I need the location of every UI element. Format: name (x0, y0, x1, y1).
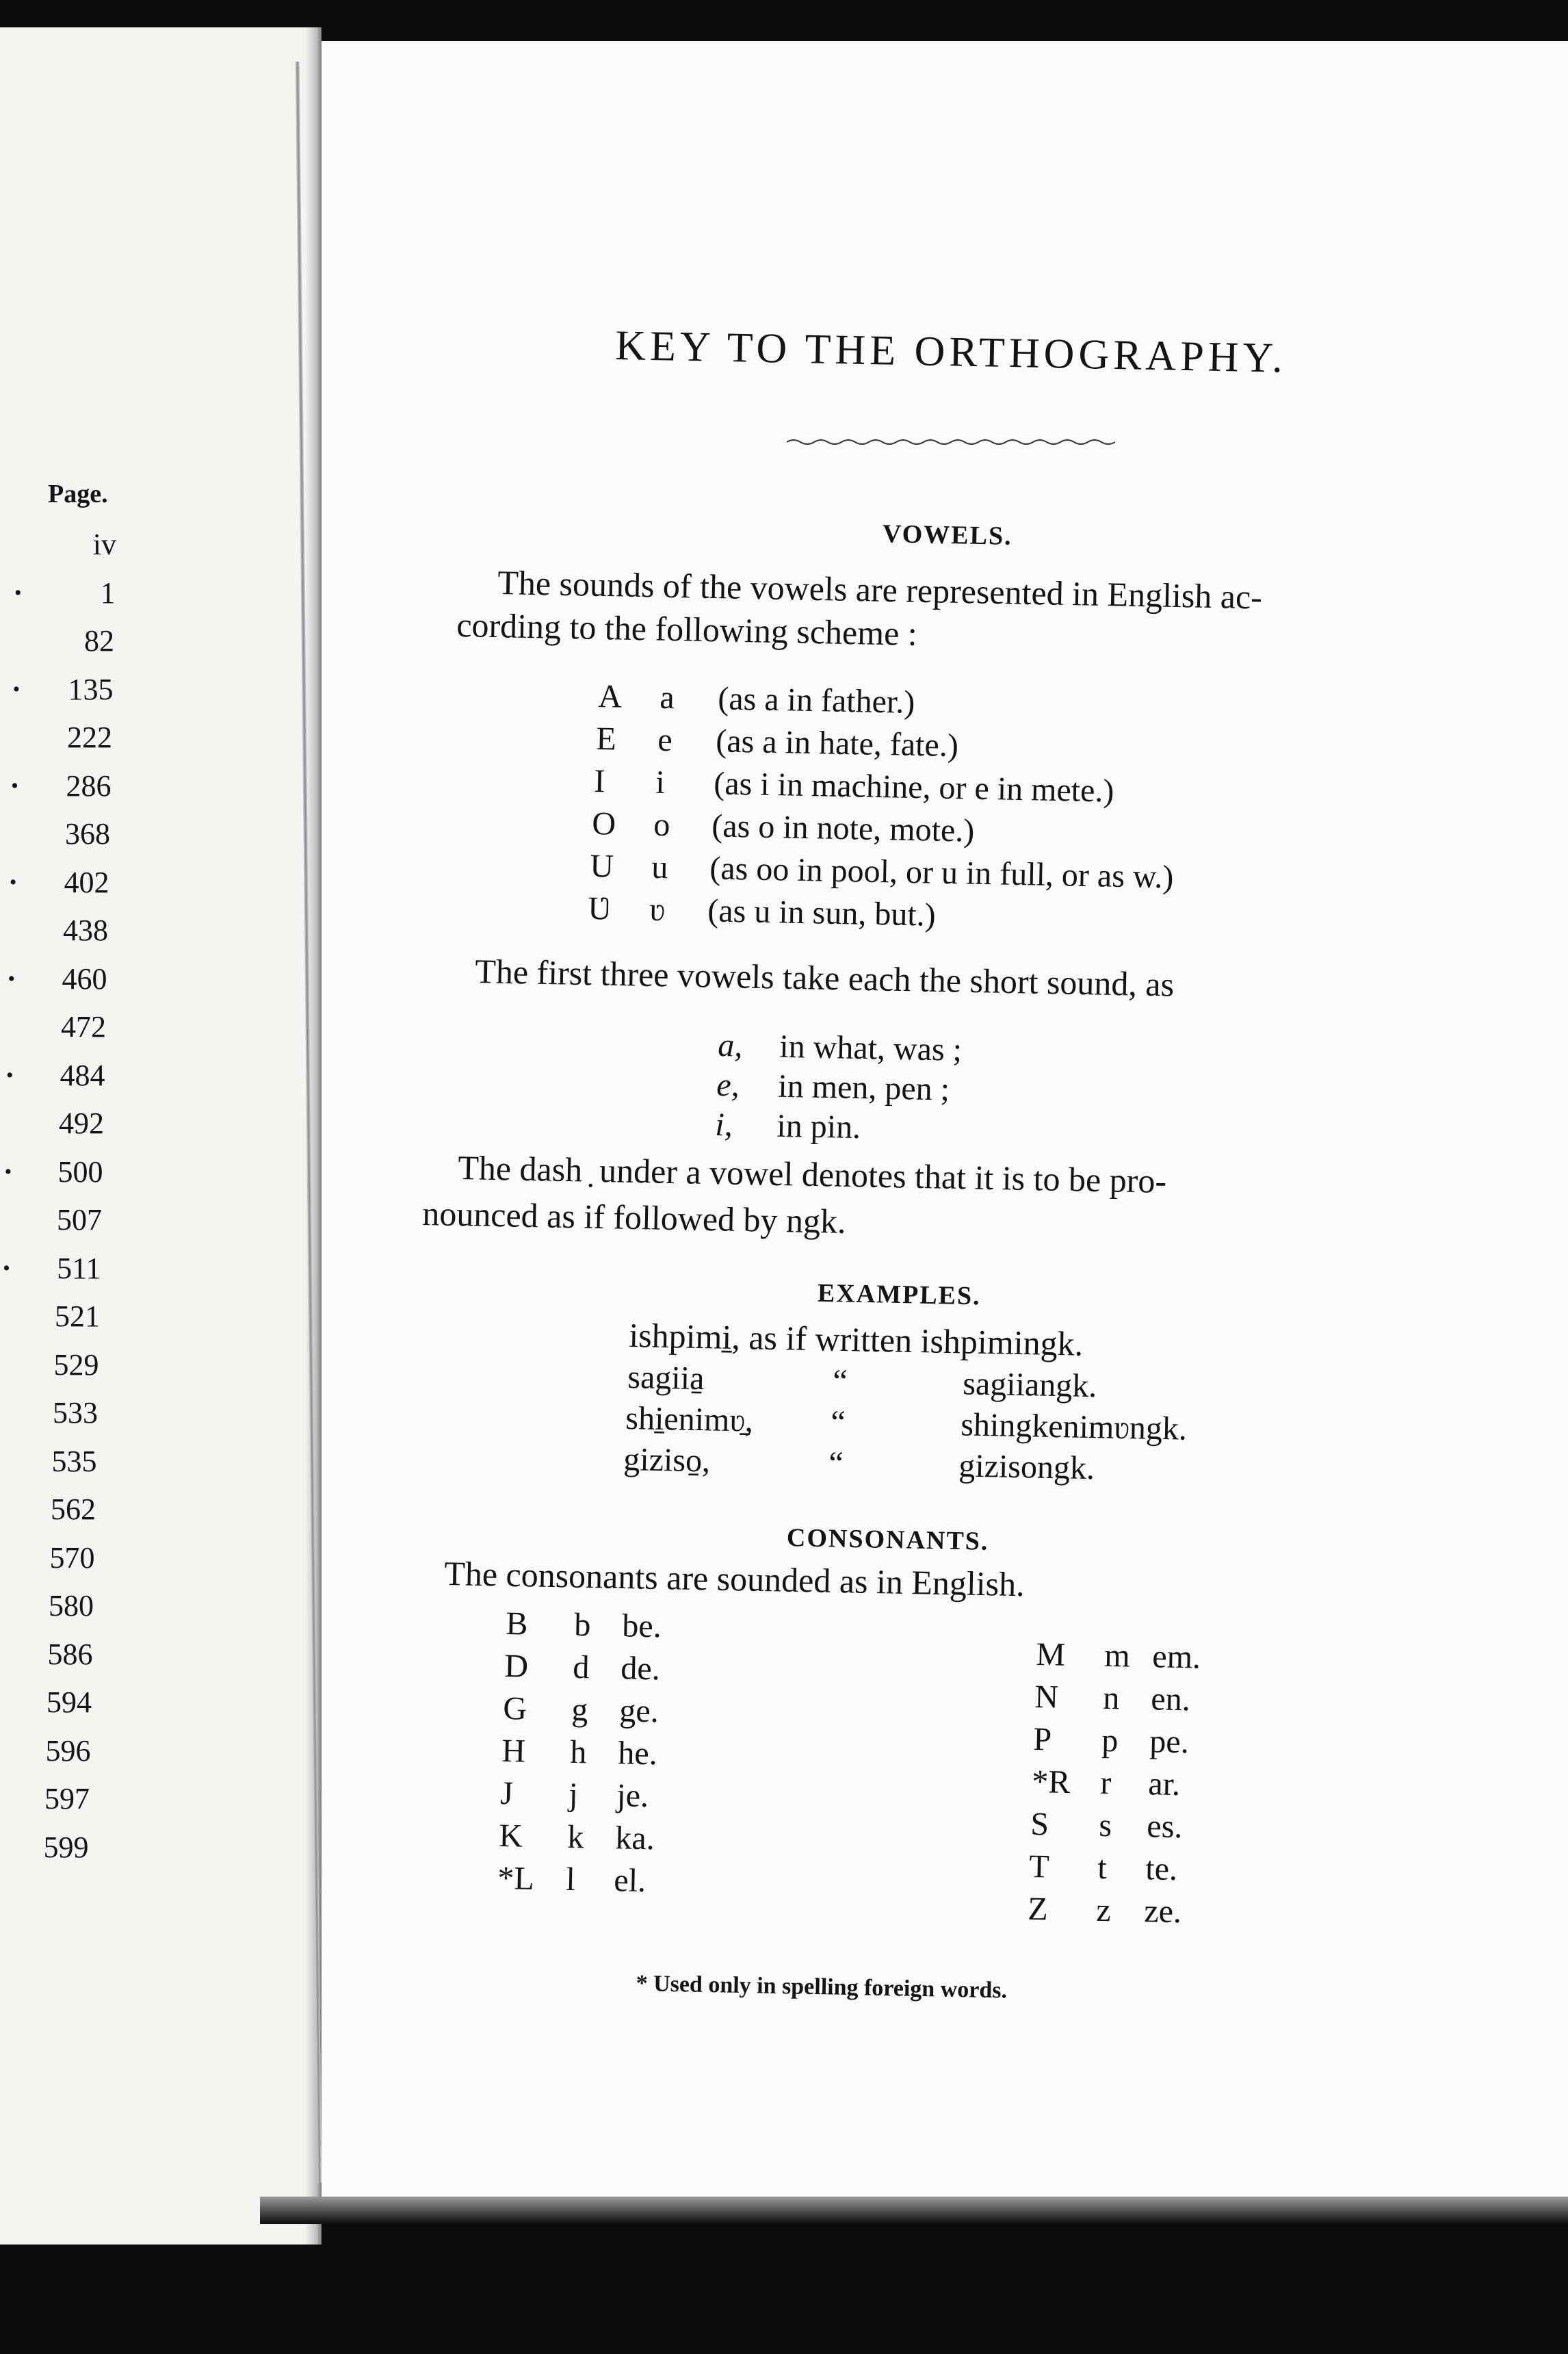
vowel-upper: U (589, 847, 614, 885)
vowel-upper: O (591, 805, 616, 842)
vowel-lower: i (655, 764, 666, 801)
vowel-description: (as oo in pool, or u in full, or as w.) (709, 850, 1174, 896)
ditto-mark: “ (830, 1404, 846, 1441)
consonant-upper: H (501, 1732, 526, 1770)
example-written: sagiiangk. (962, 1365, 1097, 1405)
consonant-lower: m (1103, 1637, 1131, 1674)
consonant-lower: d (572, 1648, 590, 1686)
consonant-name: de. (620, 1650, 661, 1687)
consonant-name: be. (621, 1607, 662, 1645)
title-ornament-rule (787, 438, 1115, 446)
example-written: shingkenimʋngk. (960, 1406, 1188, 1447)
page-number: 511 (57, 1251, 101, 1285)
vowel-upper: I (593, 762, 605, 800)
footnote: * Used only in spelling foreign words. (636, 1971, 1008, 2004)
page-number: 368 (65, 817, 110, 851)
page-number: 580 (49, 1589, 94, 1622)
consonant-upper: S (1030, 1805, 1049, 1843)
consonant-lower: r (1099, 1764, 1112, 1802)
example-word: giziso̱, (623, 1440, 711, 1479)
ditto-mark: “ (832, 1362, 848, 1400)
page-number: 460 (62, 961, 107, 996)
consonant-lower: g (571, 1691, 588, 1729)
page-number: 535 (51, 1444, 97, 1478)
consonant-lower: j (568, 1776, 579, 1813)
leader-dot: . (14, 567, 22, 602)
page-number: 438 (63, 914, 108, 947)
short-example: in men, pen ; (777, 1068, 950, 1108)
vowel-description: (as i in machine, or e in mete.) (713, 765, 1114, 810)
page-number: 402 (64, 865, 109, 899)
page-number: iv (92, 528, 116, 561)
vowel-lower: a (659, 679, 675, 716)
consonant-upper: *R (1031, 1763, 1071, 1801)
page-number: 222 (67, 721, 112, 754)
consonant-upper: B (505, 1605, 528, 1642)
consonant-lower: b (573, 1606, 591, 1644)
page-number: 570 (49, 1540, 95, 1575)
consonant-lower: h (569, 1733, 587, 1771)
short-letter: e, (716, 1066, 740, 1104)
vowel-lower: e (657, 721, 673, 759)
vowel-lower: ʋ (649, 891, 666, 929)
consonant-name: he. (617, 1735, 658, 1772)
page-number: 597 (44, 1782, 90, 1815)
consonant-upper: N (1034, 1678, 1059, 1716)
consonant-lower: z (1095, 1891, 1112, 1929)
consonant-lower: t (1097, 1849, 1108, 1887)
consonant-name: en. (1150, 1681, 1191, 1718)
consonant-name: ar. (1147, 1766, 1181, 1803)
consonant-lower: l (565, 1861, 576, 1898)
consonant-name: em. (1151, 1638, 1201, 1676)
vowels-heading: VOWELS. (882, 519, 1012, 551)
short-sound-intro: The first three vowels take each the short sound, as (474, 951, 1175, 1004)
page-number: 492 (59, 1107, 104, 1140)
consonants-intro: The consonants are sounded as in English. (443, 1553, 1025, 1604)
leader-dot: . (3, 1243, 10, 1277)
consonant-name: je. (616, 1777, 649, 1815)
consonant-name: ge. (618, 1692, 659, 1730)
leader-dot: . (12, 664, 21, 698)
leader-dot: . (11, 760, 18, 794)
dash-line2: nounced as if followed by ngk. (421, 1193, 847, 1241)
consonant-name: ka. (614, 1820, 655, 1857)
leader-dot: . (5, 1050, 14, 1084)
vowel-lower: u (651, 849, 668, 886)
consonant-upper: D (504, 1647, 529, 1685)
consonant-name: ze. (1143, 1893, 1182, 1930)
leader-dot: . (8, 953, 16, 987)
vowel-upper: Ʋ (587, 890, 612, 927)
consonant-name: pe. (1149, 1723, 1190, 1761)
consonant-upper: Z (1027, 1890, 1049, 1928)
example-word: sagiia̱ (627, 1358, 705, 1397)
example-written: gizisongk. (958, 1447, 1095, 1487)
page-number: 507 (57, 1203, 102, 1237)
short-example: in pin. (776, 1107, 861, 1146)
vowel-lower: o (653, 806, 670, 844)
page-number: 521 (55, 1299, 100, 1333)
consonant-name: el. (613, 1862, 646, 1900)
examples-first: ishpimi̱, as if written ishpimingk. (628, 1315, 1084, 1363)
short-letter: i, (714, 1106, 733, 1143)
page-number: 529 (53, 1347, 99, 1382)
consonant-lower: s (1098, 1807, 1112, 1844)
page-number: 484 (60, 1058, 105, 1092)
page-number: 562 (51, 1492, 96, 1526)
page-number: 599 (43, 1830, 89, 1864)
page-number: 594 (47, 1685, 92, 1719)
vowel-description: (as a in father.) (717, 680, 915, 721)
vowels-intro-line2: cording to the following scheme : (456, 605, 918, 653)
consonant-lower: n (1102, 1679, 1120, 1717)
ditto-mark: “ (828, 1445, 844, 1482)
consonant-upper: K (498, 1817, 523, 1854)
vowels-intro-line1: The sounds of the vowels are represented in English ac- (497, 562, 1263, 617)
consonant-upper: J (499, 1774, 514, 1812)
consonant-name: te. (1145, 1850, 1178, 1888)
page-title: KEY TO THE ORTHOGRAPHY. (614, 322, 1288, 382)
short-example: in what, was ; (779, 1028, 963, 1068)
consonant-lower: p (1101, 1722, 1119, 1759)
leader-dot: . (9, 857, 17, 891)
examples-heading: EXAMPLES. (817, 1278, 982, 1311)
leader-dot: . (4, 1146, 12, 1180)
vowel-upper: A (597, 677, 623, 715)
vowel-description: (as a in hate, fate.) (715, 723, 959, 764)
consonants-heading: CONSONANTS. (786, 1523, 989, 1556)
vowel-description: (as u in sun, but.) (707, 892, 937, 933)
page-number: 472 (61, 1010, 106, 1044)
dash-line1: The dash ̣ under a vowel denotes that it is to be pro- (457, 1148, 1167, 1200)
page-number: 596 (45, 1733, 91, 1768)
page-number: 286 (66, 768, 112, 803)
page-number: 500 (57, 1154, 103, 1189)
vowel-description: (as o in note, mote.) (711, 807, 975, 849)
consonant-name: es. (1146, 1808, 1183, 1846)
short-letter: a, (717, 1026, 743, 1064)
consonant-upper: G (502, 1690, 527, 1727)
example-word: shi̱enimʋ̱, (625, 1399, 754, 1439)
consonant-upper: M (1035, 1635, 1066, 1673)
page-number: 533 (53, 1396, 98, 1430)
page-number: 135 (68, 672, 114, 706)
vowel-upper: E (595, 720, 617, 758)
consonant-upper: P (1032, 1720, 1052, 1758)
page-number: 82 (84, 624, 114, 658)
page-column-label: Page. (48, 480, 108, 508)
consonant-upper: T (1028, 1848, 1050, 1885)
page-number: 1 (100, 575, 116, 610)
consonant-lower: k (566, 1818, 584, 1856)
consonant-upper: *L (497, 1859, 535, 1898)
page-number: 586 (47, 1637, 93, 1671)
